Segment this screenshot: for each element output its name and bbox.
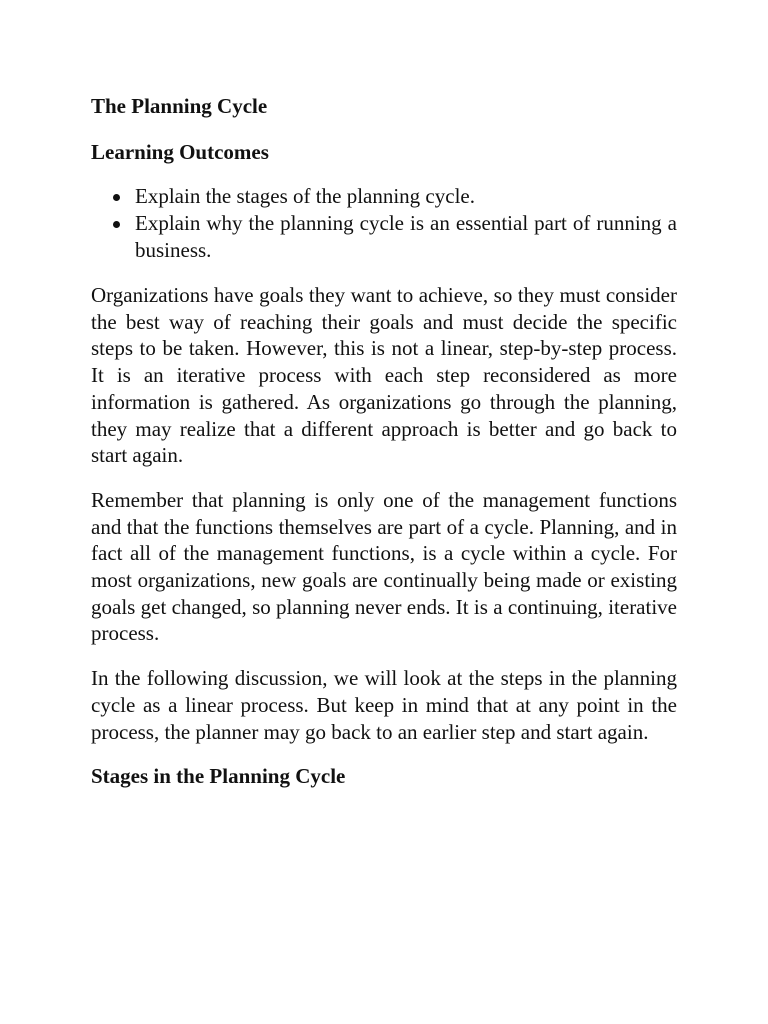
bullet-icon: [113, 221, 120, 228]
paragraph: Organizations have goals they want to achieve, so they must consider the best way of reaching their goals and must decide the specific steps to be taken. However, this is not a linear, step-by-step process. It is an iterative process with each step reconsidered as more information is gathered. As organizations go through the planning, they may realize that a different approach is better and go back to start again.: [91, 283, 677, 468]
list-item: [91, 210, 677, 264]
paragraph: Remember that planning is only one of the management functions and that the functions themselves are part of a cycle. Planning, and in fact all of the management functions, is a cycle within a cycle. For most organizations, new goals are continually being made or existing goals get changed, so planning never ends. It is a continuing, iterative process.: [91, 487, 677, 646]
learning-outcomes-list: [91, 183, 677, 264]
page-title: The Planning Cycle: [91, 94, 268, 118]
list-item-text: Explain why the planning cycle is an essential part of running a business.: [135, 211, 677, 262]
paragraph: In the following discussion, we will look at the steps in the planning cycle as a linear process. But keep in mind that at any point in the process, the planner may go back to an earlier step and start again.: [91, 666, 677, 744]
section-heading: Stages in the Planning Cycle: [91, 764, 346, 789]
list-item-text: Explain the stages of the planning cycle.: [135, 184, 475, 208]
document-page: [91, 93, 677, 789]
list-item: [91, 183, 677, 210]
learning-outcomes-heading: Learning Outcomes: [91, 140, 269, 164]
bullet-icon: [113, 194, 120, 201]
